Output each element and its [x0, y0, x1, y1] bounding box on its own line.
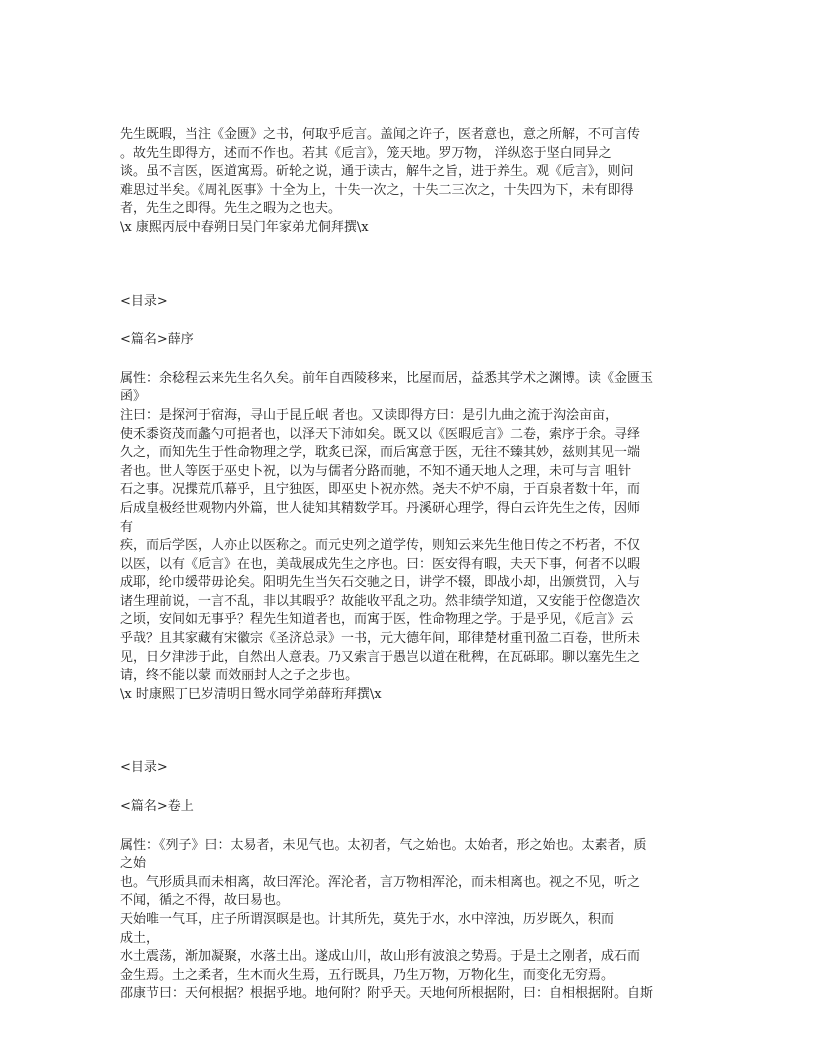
toc-heading: <目录>	[120, 760, 168, 776]
signature-line: \x 时康熙丁巳岁清明日鸳水同学弟薛珩拜撰\x	[120, 686, 382, 702]
text-line: 也。气形质具而未相离，故曰浑沦。浑沦者，言万物相浑沦，而未相离也。视之不见，听之	[120, 874, 641, 890]
signature-line: \x 康熙丙辰中春朔日吴门年家弟尤侗拜撰\x	[120, 219, 369, 235]
text-line: 属性：余稔程云来先生名久矣。前年自西陵移来，比屋而居，益悉其学术之渊博。读《金匮玉	[120, 370, 654, 386]
text-line: 先生既暇，当注《金匮》之书，何取乎卮言。盖闻之许子，医者意也，意之所解，不可言传	[120, 127, 641, 142]
volume-one-section	[120, 759, 700, 1004]
document-page	[120, 126, 700, 1004]
text-line: 诸生理前说，一言不乱，非以其暇乎？故能收平乱之功。然非绩学知道，又安能于倥偬造次	[120, 593, 641, 609]
text-line: 石之事。况揲荒爪幕乎，且宁独医，即巫史卜祝亦然。尧夫不炉不扇，于百泉者数十年，而	[120, 482, 641, 498]
text-line: 以医，以有《卮言》在也，美哉展成先生之序也。曰：医安得有暇，夫天下事，何者不以暇	[120, 556, 641, 572]
text-line: 邵康节曰：天何根据？根据乎地。地何附？附乎天。天地何所根据附，曰：自相根据附。自斯	[120, 986, 654, 1002]
chapter-title: <篇名>卷上	[120, 799, 194, 815]
preface-section-end	[120, 126, 700, 238]
text-line: 者也。世人等医于巫史卜祝，以为与儒者分路而驰，不知不通天地人之理，未可与言 咀针	[120, 463, 632, 479]
text-line: 请，终不能以蒙 而效丽封人之子之步也。	[120, 668, 359, 684]
text-line: 之始	[120, 856, 147, 872]
text-line: 疾，而后学医，人亦止以医称之。而元史列之道学传，则知云来先生他日传之不朽者，不仅	[120, 538, 641, 554]
text-line: 谈。虽不言医，医道寓焉。斫轮之说，通于读古，解牛之旨，进于养生。观《卮言》，则问	[120, 164, 634, 180]
text-line: 乎哉？且其家藏有宋徽宗《圣济总录》一书，元大德年间，耶律楚材重刊盈二百卷，世所未	[120, 631, 641, 647]
text-line: 属性：《列子》曰：太易者，未见气也。太初者，气之始也。太始者，形之始也。太素者，质	[120, 837, 647, 853]
text-line: 金生焉。土之柔者，生木而火生焉，五行既具，乃生万物，万物化生，而变化无穷焉。	[120, 967, 615, 983]
text-line: 成耶，纶巾缓带毋论矣。阳明先生当矢石交驰之日，讲学不辍，即战小却，出颁赏罚，入与	[120, 575, 641, 591]
text-line: 见，日夕津涉于此，自然出人意表。乃又索言于愚岂以道在秕稗，在瓦砾耶。聊以塞先生之	[120, 649, 641, 665]
text-line: 天始唯一气耳，庄子所谓溟暝是也。计其所先，莫先于水，水中滓浊，历岁既久，积而	[120, 912, 615, 927]
text-line: 之顷，安间如无事乎？程先生知道者也，而寓于医，性命物理之学。于是乎见，《卮言》云	[120, 612, 634, 628]
text-line: 注曰：是探河于宿海，寻山于昆丘岷 者也。又读即得方曰：是引九曲之流于沟浍亩亩，	[120, 407, 619, 423]
text-line: 成土，	[120, 930, 160, 946]
text-line: 后成皇极经世观物内外篇，世人徒知其精数学耳。丹溪研心理学，得白云许先生之传，因师	[120, 500, 641, 516]
text-line: 函》	[120, 389, 147, 405]
text-line: 难思过半矣。《周礼医事》十全为上，十失一次之，十失二三次之，十失四为下，未有即得	[120, 182, 634, 198]
text-line: 有	[120, 519, 134, 535]
text-line: 。故先生即得方，述而不作也。若其《卮言》，笼天地。罗万物， 洋纵恣于坚白同异之	[120, 145, 612, 161]
text-line: 水土震荡，渐加凝聚，水落土出。遂成山川，故山形有波浪之势焉。于是土之刚者，成石而	[120, 949, 641, 965]
text-line: 使禾黍资茂而蠡勺可挹者也，以泽天下沛如矣。既又以《医暇卮言》二卷，索序于余。寻绎	[120, 426, 641, 442]
text-line: 久之，而知先生于性命物理之学，耽炙已深，而后寓意于医，无往不臻其妙，兹则其见一端	[120, 445, 641, 461]
xue-preface-section	[120, 293, 700, 705]
chapter-title: <篇名>薛序	[120, 332, 194, 348]
toc-heading: <目录>	[120, 293, 168, 309]
text-line: 者，先生之即得。先生之暇为之也夫。	[120, 201, 342, 217]
text-line: 不闻，循之不得，故曰易也。	[120, 893, 290, 909]
